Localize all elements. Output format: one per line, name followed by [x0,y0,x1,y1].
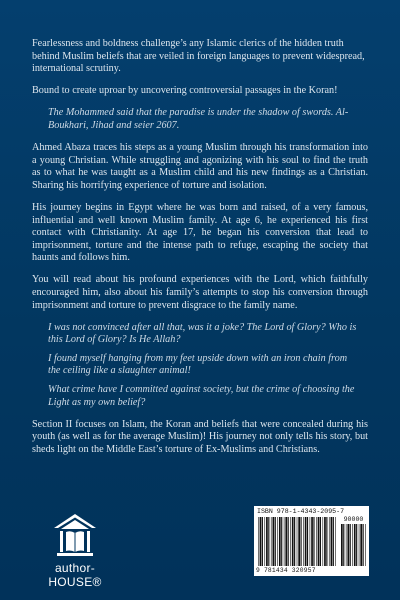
barcode-bars [258,517,338,566]
quote-joke: I was not convinced after all that, was it a joke? The Lord of Glory? Who is this Lord of Glory? Is He Allah? [48,321,357,346]
isbn-label: ISBN 978-1-4343-2095-7 [257,508,345,515]
authorhouse-logo-icon [52,512,98,558]
experience-paragraph: You will read about his profound experiences with the Lord, which faithfully encouraged him, also about his family’s attempts to stop his conversion through imprisonment and torture to prevent disgrace to the family name. [32,274,368,311]
addon-barcode-bars [341,524,366,566]
publisher-name: author-HOUSE® [48,561,102,589]
quote-paradise: The Mohammed said that the paradise is under the shadow of swords. Al-Boukhari, Jihad and seier 2607. [48,107,349,131]
intro-paragraph: Fearlessness and boldness challenge’s any Islamic clerics of the hidden truth behind Muslim beliefs that are veiled in foreign languages to prevent widespread, international scrutiny. [32,38,365,75]
ean-number: 9 781434 320957 [256,567,316,574]
isbn-barcode [254,506,369,576]
tagline-paragraph: Bound to create uproar by uncovering controversial passages in the Koran! [32,85,338,97]
price-code: 90000 [343,516,364,523]
author-paragraph: Ahmed Abaza traces his steps as a young Muslim through his transformation into a young Christian. While struggling and agonizing with his soul to find the truth as to what he was taught as a Muslim child and his new findings as a Christian. Sharing his horrifying experience of torture and isolation. [32,142,368,191]
publisher-logo [32,512,118,589]
blurb-text [32,38,368,466]
journey-paragraph: His journey begins in Egypt where he was born and raised, of a very famous, influential and well known Muslim family. At age 6, he experienced his first contact with Christianity. At age 17, he began his conversion that lead to imprisonment, torture and the intense path to refuge, escaping the society that haunts and follows him. [32,201,368,264]
section-two-paragraph: Section II focuses on Islam, the Koran and beliefs that were concealed during his youth (as well as for the average Muslim)! His journey not only tells his story, but sheds light on the Middle East’s torture of Ex-Muslims and Christians. [32,418,368,455]
quote-chain: I found myself hanging from my feet upside down with an iron chain from the ceiling like a slaughter animal! [48,352,348,377]
quote-crime: What crime have I committed against society, but the crime of choosing the Light as my own belief? [48,384,355,408]
